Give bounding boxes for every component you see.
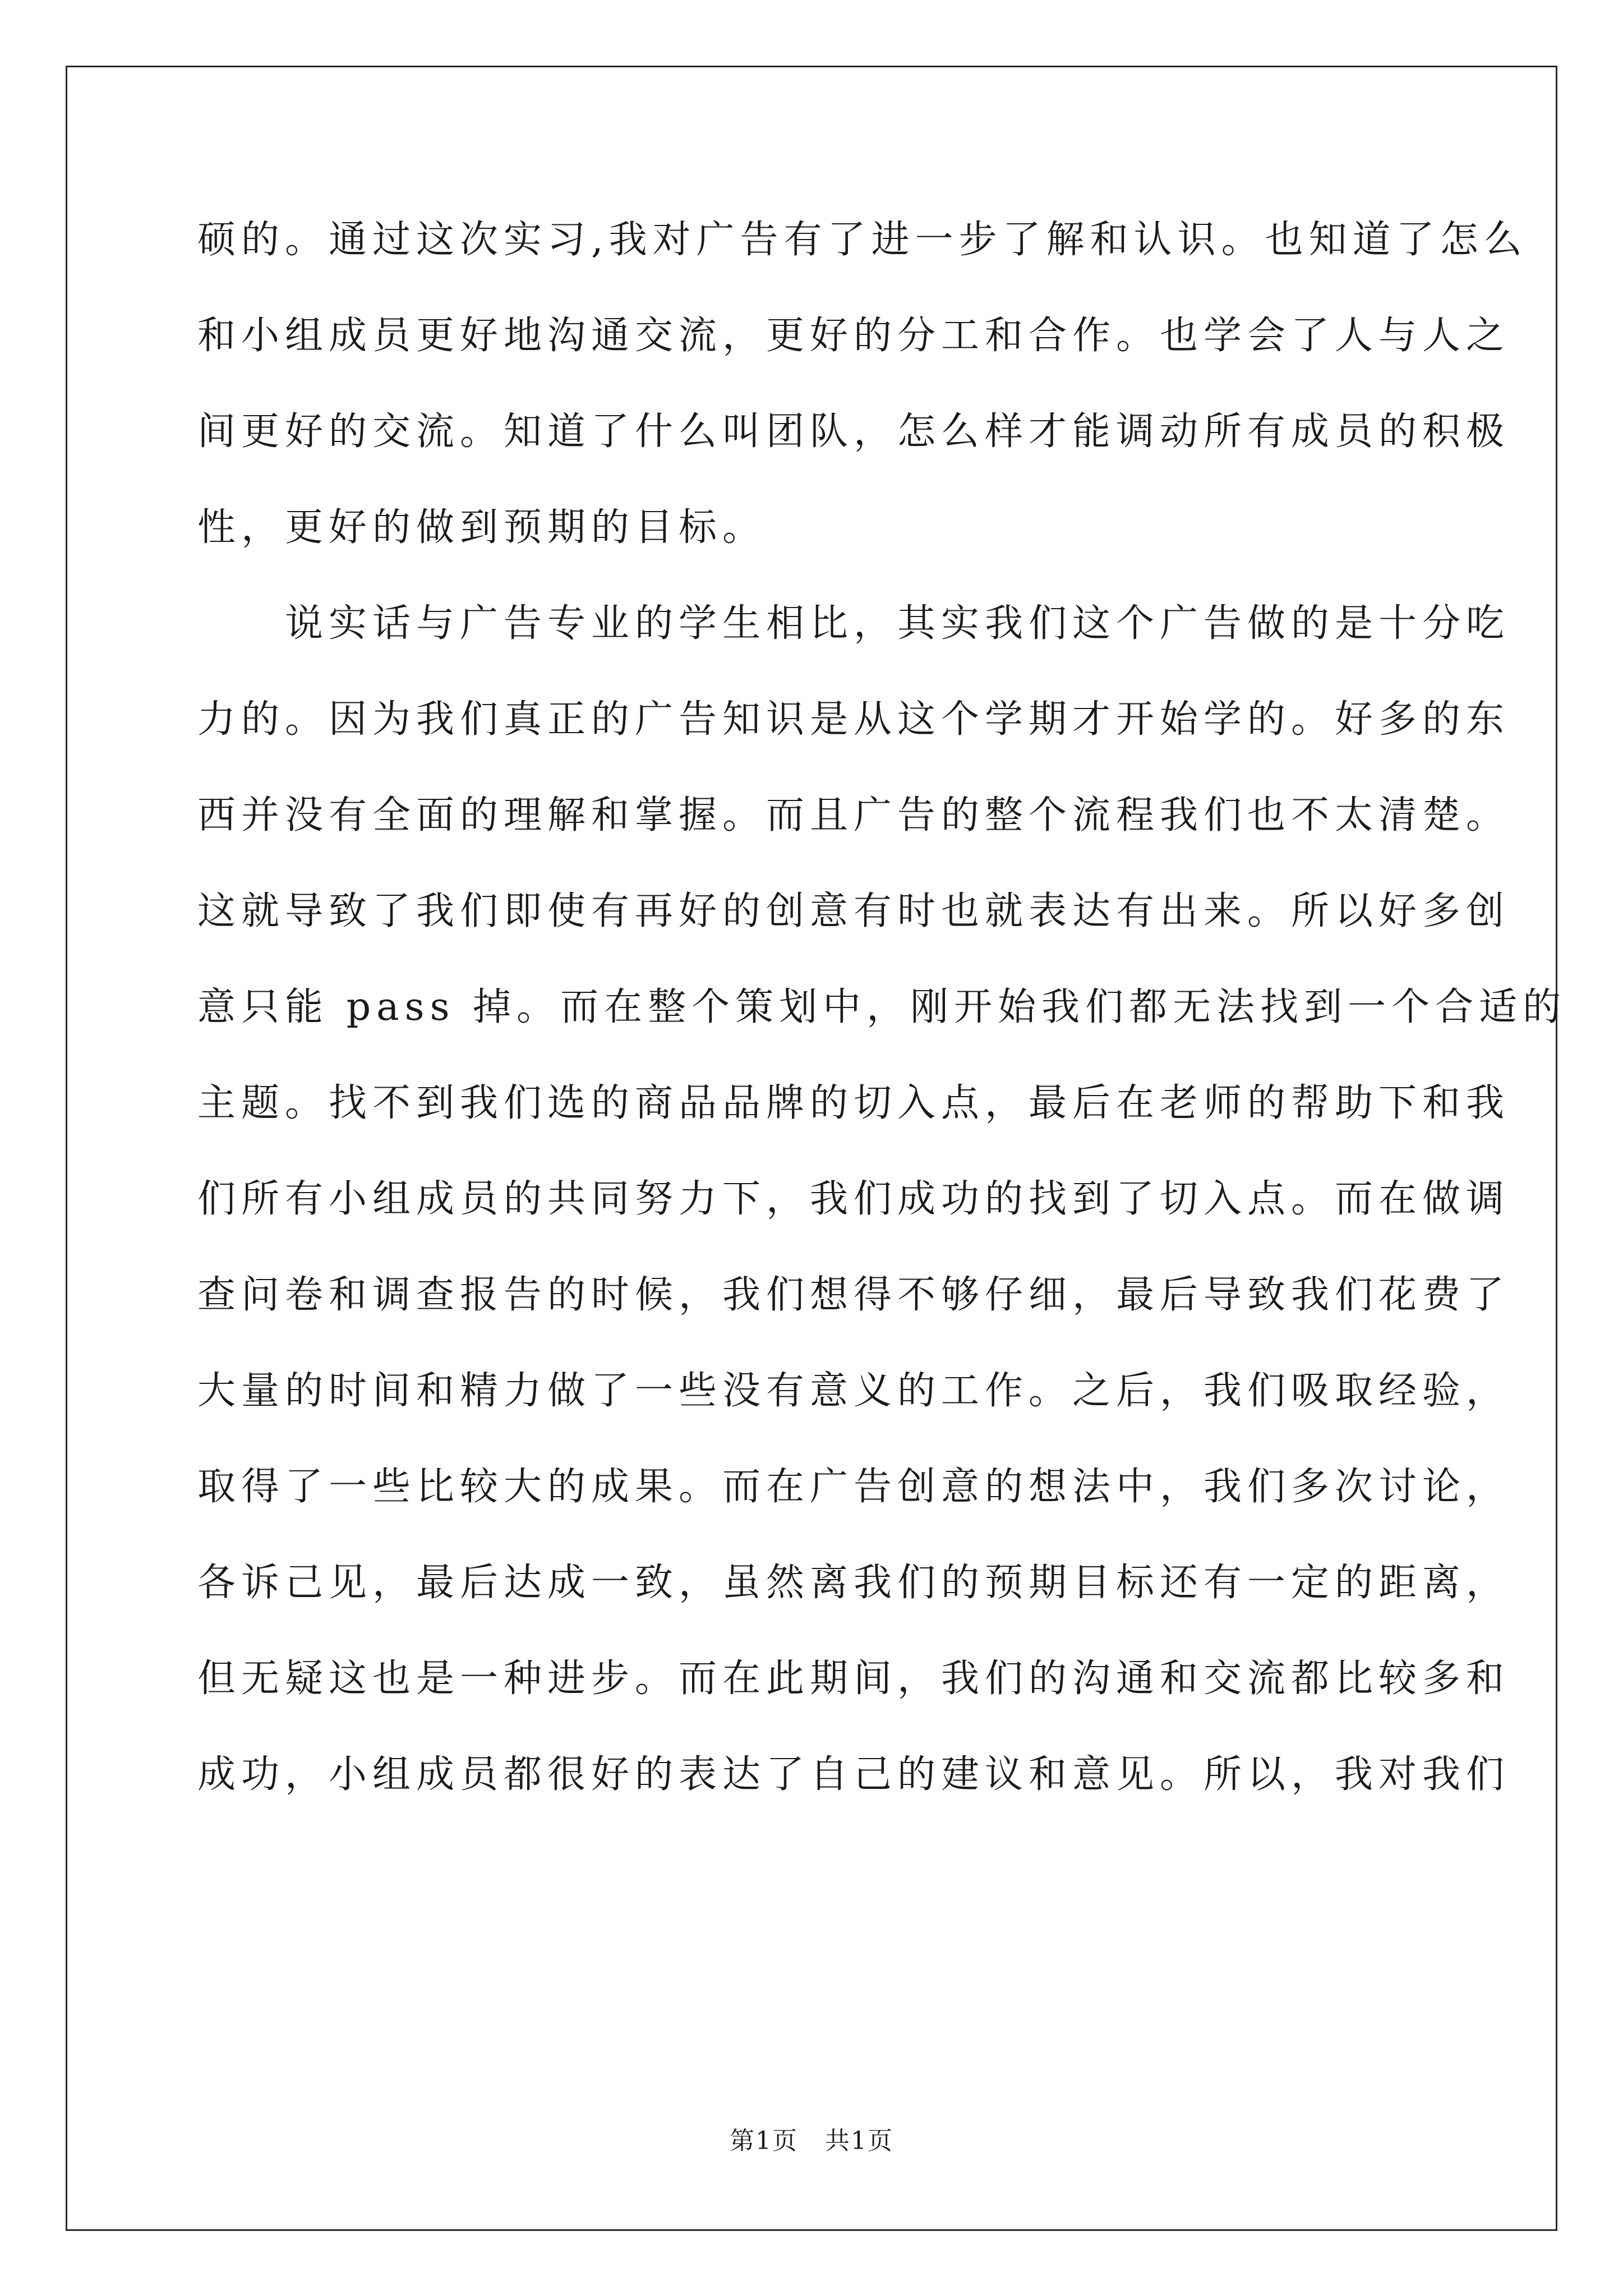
text-line: 各诉己见，最后达成一致，虽然离我们的预期目标还有一定的距离， [197,1561,1510,1605]
text-line: 主题。找不到我们选的商品品牌的切入点，最后在老师的帮助下和我 [197,1081,1510,1125]
text-line: 西并没有全面的理解和掌握。而且广告的整个流程我们也不太清楚。 [197,793,1510,838]
text-line: 和小组成员更好地沟通交流，更好的分工和合作。也学会了人与人之 [197,314,1510,358]
text-line: 力的。因为我们真正的广告知识是从这个学期才开始学的。好多的东 [197,697,1510,742]
text-line: 取得了一些比较大的成果。而在广告创意的想法中，我们多次讨论， [197,1465,1510,1509]
text-line: 说实话与广告专业的学生相比，其实我们这个广告做的是十分吃 [197,601,1510,646]
text-line: 们所有小组成员的共同努力下，我们成功的找到了切入点。而在做调 [197,1177,1510,1221]
page-total: 共1页 [825,2127,893,2155]
text-line: 但无疑这也是一种进步。而在此期间，我们的沟通和交流都比较多和 [197,1657,1510,1701]
text-line: 性，更好的做到预期的目标。 [197,505,767,550]
text-line: 这就导致了我们即使有再好的创意有时也就表达有出来。所以好多创 [197,889,1510,933]
text-line: 间更好的交流。知道了什么叫团队，怎么样才能调动所有成员的积极 [197,409,1510,454]
page-number: 第1页 [730,2127,798,2155]
text-line: 意只能 pass 掉。而在整个策划中，刚开始我们都无法找到一个合适的 [197,985,1567,1029]
text-line: 大量的时间和精力做了一些没有意义的工作。之后，我们吸取经验， [197,1369,1510,1413]
text-line: 查问卷和调查报告的时候，我们想得不够仔细，最后导致我们花费了 [197,1273,1510,1317]
text-line: 成功，小组成员都很好的表达了自己的建议和意见。所以，我对我们 [197,1752,1510,1797]
text-line: 硕的。通过这次实习,我对广告有了进一步了解和认识。也知道了怎么 [197,218,1528,262]
page-border [66,66,1557,2231]
page-footer [0,2120,1623,2156]
